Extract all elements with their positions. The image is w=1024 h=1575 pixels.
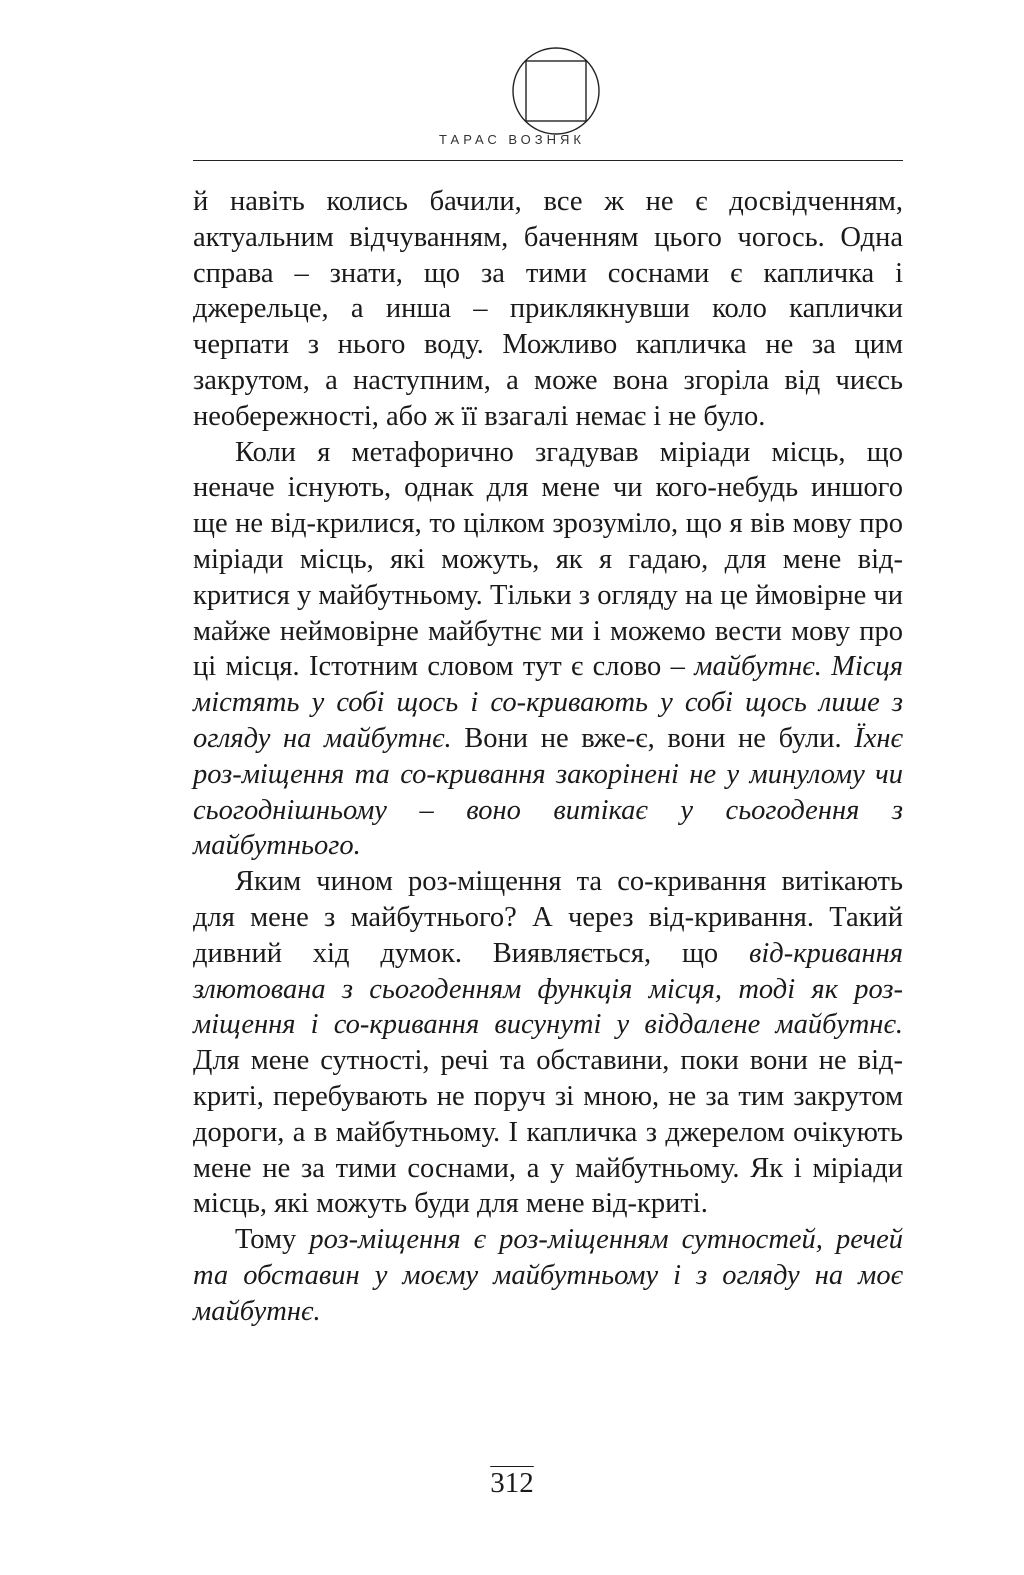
- paragraph: [193, 1222, 903, 1329]
- paragraph: [193, 864, 903, 1222]
- italic-text-run: роз-міщення є роз-міщенням сутностей, речей та обставин у моєму майбутньому і з огляду на моє майбутнє.: [193, 1224, 903, 1327]
- page-number-container: [0, 1466, 1024, 1500]
- paragraph: [193, 435, 903, 865]
- running-head: ТАРАС ВОЗНЯК: [439, 132, 585, 147]
- page-number: 312: [490, 1467, 534, 1499]
- text-run: Для мене сутності, речі та обставини, поки вони не від-криті, перебувають не поруч зі мною, не за тим закрутом дороги, а в майбутньому. І капличка з джерелом очікують мене не за тими соснами, а у майбутньому. Як і міріади місць, які можуть буди для мене від-криті.: [193, 1045, 903, 1220]
- text-run: Вони не вже-є, вони не були.: [451, 722, 855, 754]
- italic-text-run: – майбутнє. Місця містять у собі щось і со-кривають у собі щось лише з огляду на майбутнє.: [193, 651, 904, 754]
- body-text: [193, 184, 903, 1330]
- italic-text-run: Їхнє роз-міщення та со-кривання закорінені не у минулому чи сьогоднішньому – воно витікає у сьогодення з майбутнього.: [193, 722, 903, 862]
- text-run: Коли я метафорично згадував міріади місць, що неначе існують, однак для мене чи кого-небудь иншого ще не від-крилися, то цілком зрозуміло, що я вів мову про міріади місць, які можуть, як я гадаю, для мене від-критися у майбутньому. Тільки з огляду на це ймовірне чи майже неймовірне майбутнє ми і можемо вести мову про ці місця. Істотним словом тут є слово: [193, 436, 903, 683]
- paragraph: [193, 184, 903, 435]
- text-run: Тому: [235, 1224, 310, 1256]
- text-run: Яким чином роз-міщення та со-кривання витікають для мене з майбутнього? А через від-кривання. Такий дивний хід думок. Виявляється, що: [193, 866, 903, 969]
- header-rule: [193, 160, 903, 161]
- text-run: й навіть колись бачили, все ж не є досвідченням, актуальним відчуванням, баченням цього чогось. Одна справа – знати, що за тими соснами є капличка і джерельце, а инша – приклякнувши коло каплички черпати з нього воду. Можливо капличка не за цим закрутом, а наступним, а може вона згоріла від чиєсь необережності, або ж її взагалі немає і не було.: [193, 186, 903, 432]
- circle-square-emblem-icon: [511, 46, 601, 136]
- italic-text-run: від-кривання злютована з сьогоденням функція місця, тоді як роз-міщення і со-кривання висунуті у віддалене майбутнє.: [193, 937, 903, 1041]
